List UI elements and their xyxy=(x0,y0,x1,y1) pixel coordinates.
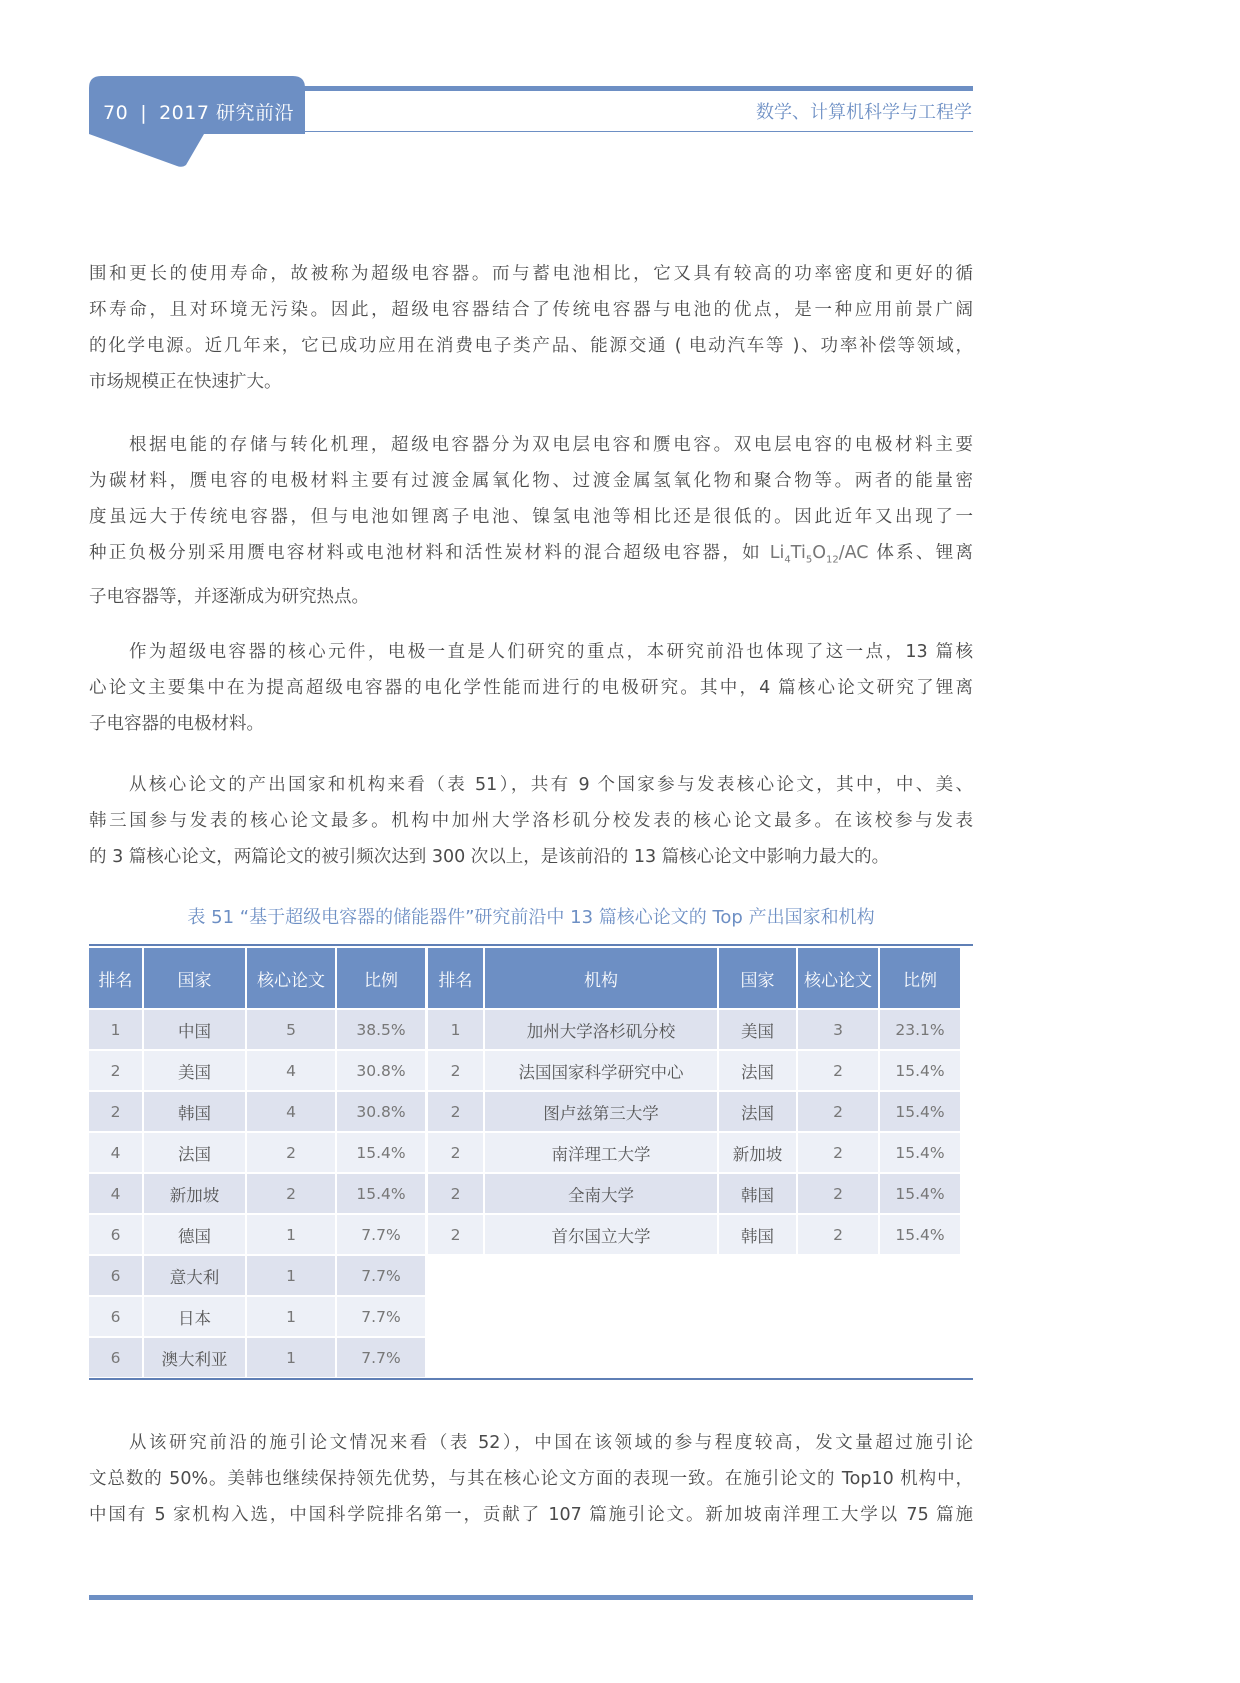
formula-element: /AC xyxy=(838,543,869,563)
text-line: 为碳材料，赝电容的电极材料主要有过渡金属氧化物、过渡金属氢氧化物和聚合物等。两者的能量密 xyxy=(89,471,973,491)
country-cell: 美国 xyxy=(144,1051,245,1090)
percent-cell: 7.7% xyxy=(337,1256,425,1295)
country-cell: 意大利 xyxy=(144,1256,245,1295)
text-line: 的 3 篇核心论文，两篇论文的被引频次达到 300 次以上，是该前沿的 13 篇核心论文中影响力最大的。 xyxy=(89,847,890,867)
table-row xyxy=(428,1174,960,1213)
rank-cell: 2 xyxy=(89,1092,142,1131)
institutions-table xyxy=(426,946,962,1256)
table-row xyxy=(89,1256,425,1295)
paragraph-5 xyxy=(89,1425,973,1533)
table-row xyxy=(428,1010,960,1049)
institution-cell: 南洋理工大学 xyxy=(485,1133,717,1172)
formula-element: O xyxy=(812,543,826,563)
table-caption: 表 51 “基于超级电容器的储能器件”研究前沿中 13 篇核心论文的 Top 产出国家和机构 xyxy=(187,907,875,928)
text-line: 从该研究前沿的施引论文情况来看（表 52），中国在该领域的参与程度较高，发文量超过施引论 xyxy=(129,1433,973,1453)
page-number: 70 xyxy=(103,102,129,124)
text-line: 市场规模正在快速扩大。 xyxy=(89,372,282,392)
percent-cell: 15.4% xyxy=(880,1092,960,1131)
institution-cell: 全南大学 xyxy=(485,1174,717,1213)
papers-cell: 2 xyxy=(798,1092,878,1131)
papers-cell: 2 xyxy=(798,1051,878,1090)
rank-cell: 6 xyxy=(89,1338,142,1377)
percent-cell: 7.7% xyxy=(337,1215,425,1254)
formula-subscript: 12 xyxy=(825,554,839,566)
text-line: 围和更长的使用寿命，故被称为超级电容器。而与蓄电池相比，它又具有较高的功率密度和更好的循 xyxy=(89,264,973,284)
text-line: 度虽远大于传统电容器，但与电池如锂离子电池、镍氢电池等相比还是很低的。因此近年又出现了一 xyxy=(89,507,973,527)
formula-element: Li xyxy=(769,543,785,563)
country-cell: 澳大利亚 xyxy=(144,1338,245,1377)
book-title: 2017 研究前沿 xyxy=(159,102,294,124)
percent-cell: 23.1% xyxy=(880,1010,960,1049)
percent-cell: 15.4% xyxy=(880,1133,960,1172)
papers-cell: 3 xyxy=(798,1010,878,1049)
rank-cell: 4 xyxy=(89,1133,142,1172)
rank-cell: 4 xyxy=(89,1174,142,1213)
percent-cell: 15.4% xyxy=(337,1133,425,1172)
text-line-with-formula xyxy=(89,535,973,579)
text-segment: 体系、锂离 xyxy=(868,543,974,563)
table-row xyxy=(89,1051,425,1090)
column-header: 国家 xyxy=(144,948,245,1008)
column-header: 机构 xyxy=(485,948,717,1008)
percent-cell: 15.4% xyxy=(337,1174,425,1213)
formula-subscript: 5 xyxy=(805,554,813,566)
column-header: 比例 xyxy=(880,948,960,1008)
column-header: 核心论文 xyxy=(247,948,335,1008)
header-rule-top xyxy=(300,86,973,91)
chemical-formula xyxy=(769,543,869,566)
country-cell: 法国 xyxy=(144,1133,245,1172)
table-row xyxy=(89,1092,425,1131)
rank-cell: 1 xyxy=(89,1010,142,1049)
text-line: 根据电能的存储与转化机理，超级电容器分为双电层电容和赝电容。双电层电容的电极材料主要 xyxy=(129,435,973,455)
country-cell: 德国 xyxy=(144,1215,245,1254)
papers-cell: 1 xyxy=(247,1215,335,1254)
papers-cell: 2 xyxy=(247,1174,335,1213)
rank-cell: 1 xyxy=(428,1010,483,1049)
column-header: 核心论文 xyxy=(798,948,878,1008)
country-cell: 韩国 xyxy=(719,1215,796,1254)
percent-cell: 30.8% xyxy=(337,1092,425,1131)
table-header-row xyxy=(89,948,425,1008)
paragraph-2 xyxy=(89,427,973,615)
table-row xyxy=(89,1010,425,1049)
institution-cell: 法国国家科学研究中心 xyxy=(485,1051,717,1090)
paragraph-3 xyxy=(89,634,973,742)
column-header: 国家 xyxy=(719,948,796,1008)
papers-cell: 2 xyxy=(798,1133,878,1172)
institution-cell: 图卢兹第三大学 xyxy=(485,1092,717,1131)
country-cell: 中国 xyxy=(144,1010,245,1049)
text-line: 心论文主要集中在为提高超级电容器的电化学性能而进行的电极研究。其中，4 篇核心论文研究了锂离 xyxy=(89,678,973,698)
papers-cell: 2 xyxy=(247,1133,335,1172)
text-segment: 种正负极分别采用赝电容材料或电池材料和活性炭材料的混合超级电容器，如 xyxy=(89,543,770,563)
country-cell: 日本 xyxy=(144,1297,245,1336)
country-cell: 新加坡 xyxy=(144,1174,245,1213)
column-header: 排名 xyxy=(89,948,142,1008)
rank-cell: 6 xyxy=(89,1256,142,1295)
table-bottom-rule xyxy=(89,1378,973,1380)
table-row xyxy=(428,1215,960,1254)
papers-cell: 2 xyxy=(798,1215,878,1254)
table-row xyxy=(89,1338,425,1377)
papers-cell: 2 xyxy=(798,1174,878,1213)
formula-element: Ti xyxy=(790,543,806,563)
text-line: 的化学电源。近几年来，它已成功应用在消费电子类产品、能源交通 ( 电动汽车等 )、功率补偿等领域， xyxy=(89,336,973,356)
section-title: 数学、计算机科学与工程学 xyxy=(756,102,972,123)
table-row xyxy=(89,1215,425,1254)
header-separator: | xyxy=(140,102,148,124)
text-line: 子电容器等，并逐渐成为研究热点。 xyxy=(89,586,369,607)
papers-cell: 5 xyxy=(247,1010,335,1049)
rank-cell: 2 xyxy=(428,1051,483,1090)
country-cell: 法国 xyxy=(719,1051,796,1090)
text-line: 环寿命，且对环境无污染。因此，超级电容器结合了传统电容器与电池的优点，是一种应用前景广阔 xyxy=(89,300,973,320)
country-cell: 法国 xyxy=(719,1092,796,1131)
country-cell: 美国 xyxy=(719,1010,796,1049)
institution-cell: 加州大学洛杉矶分校 xyxy=(485,1010,717,1049)
country-cell: 韩国 xyxy=(719,1174,796,1213)
percent-cell: 7.7% xyxy=(337,1297,425,1336)
header-text xyxy=(103,98,294,125)
rank-cell: 6 xyxy=(89,1215,142,1254)
rank-cell: 2 xyxy=(428,1215,483,1254)
rank-cell: 2 xyxy=(428,1092,483,1131)
rank-cell: 2 xyxy=(89,1051,142,1090)
table-row xyxy=(89,1133,425,1172)
percent-cell: 15.4% xyxy=(880,1051,960,1090)
rank-cell: 2 xyxy=(428,1174,483,1213)
rank-cell: 6 xyxy=(89,1297,142,1336)
rank-cell: 2 xyxy=(428,1133,483,1172)
papers-cell: 1 xyxy=(247,1297,335,1336)
paragraph-4 xyxy=(89,767,973,875)
table-row xyxy=(428,1092,960,1131)
paragraph-1 xyxy=(89,256,973,400)
table-header-row xyxy=(428,948,960,1008)
text-line: 作为超级电容器的核心元件，电极一直是人们研究的重点，本研究前沿也体现了这一点，13 篇核 xyxy=(129,642,973,662)
table-row xyxy=(428,1133,960,1172)
column-header: 比例 xyxy=(337,948,425,1008)
country-cell: 新加坡 xyxy=(719,1133,796,1172)
percent-cell: 7.7% xyxy=(337,1338,425,1377)
text-line: 子电容器的电极材料。 xyxy=(89,714,264,734)
text-line: 从核心论文的产出国家和机构来看（表 51），共有 9 个国家参与发表核心论文，其中，中、美、 xyxy=(129,775,973,795)
text-line: 中国有 5 家机构入选，中国科学院排名第一，贡献了 107 篇施引论文。新加坡南洋理工大学以 75 篇施 xyxy=(89,1505,973,1525)
percent-cell: 15.4% xyxy=(880,1215,960,1254)
percent-cell: 38.5% xyxy=(337,1010,425,1049)
countries-table xyxy=(87,946,427,1379)
table-row xyxy=(428,1051,960,1090)
footer-rule xyxy=(89,1595,973,1600)
percent-cell: 30.8% xyxy=(337,1051,425,1090)
papers-cell: 1 xyxy=(247,1338,335,1377)
page-header-badge xyxy=(89,76,305,168)
table-row xyxy=(89,1174,425,1213)
papers-cell: 4 xyxy=(247,1092,335,1131)
papers-cell: 1 xyxy=(247,1256,335,1295)
formula-subscript: 4 xyxy=(784,554,791,566)
country-cell: 韩国 xyxy=(144,1092,245,1131)
header-rule-bottom xyxy=(300,131,973,132)
column-header: 排名 xyxy=(428,948,483,1008)
text-line: 文总数的 50%。美韩也继续保持领先优势，与其在核心论文方面的表现一致。在施引论文的 Top10 机构中， xyxy=(89,1469,973,1489)
papers-cell: 4 xyxy=(247,1051,335,1090)
text-line: 韩三国参与发表的核心论文最多。机构中加州大学洛杉矶分校发表的核心论文最多。在该校参与发表 xyxy=(89,811,973,831)
percent-cell: 15.4% xyxy=(880,1174,960,1213)
institution-cell: 首尔国立大学 xyxy=(485,1215,717,1254)
table-row xyxy=(89,1297,425,1336)
